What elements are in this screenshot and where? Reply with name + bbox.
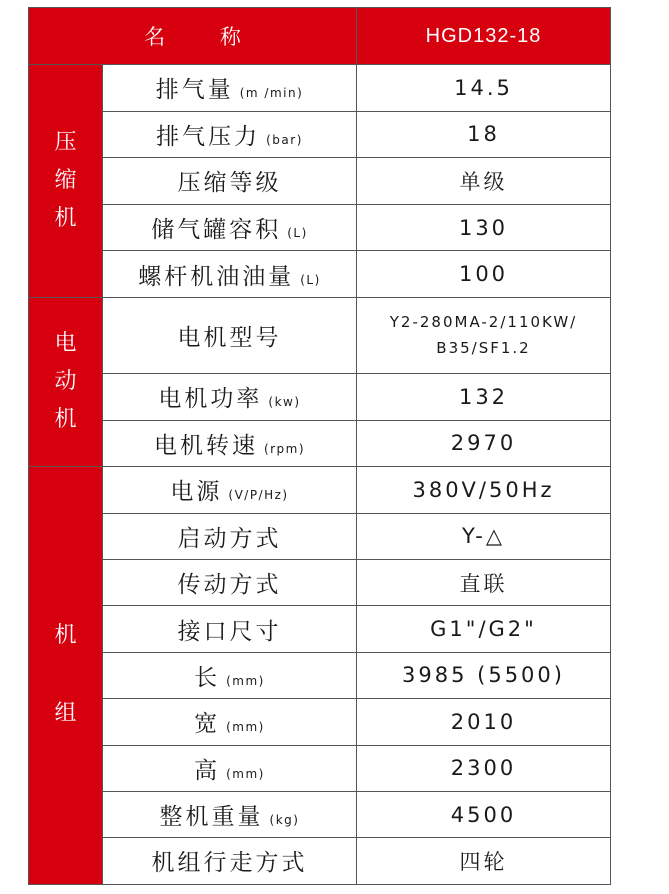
header-name: 名 称 — [29, 8, 357, 65]
row-value: 14.5 — [357, 65, 611, 112]
group-unit: 机 组 — [29, 467, 103, 885]
group-motor: 电 动 机 — [29, 297, 103, 466]
row-label: 传动方式 — [103, 559, 357, 605]
unit-label: (L) — [287, 226, 308, 241]
table-row — [29, 513, 611, 559]
group-compressor: 压 缩 机 — [29, 65, 103, 298]
row-value: 18 — [357, 111, 611, 158]
table-row — [29, 559, 611, 605]
table-row — [29, 158, 611, 205]
row-value: 100 — [357, 251, 611, 298]
row-value: Y2-280MA-2/110KW/ B35/SF1.2 — [357, 297, 611, 373]
row-label: 电机转速 (rpm) — [103, 420, 357, 467]
table-row — [29, 467, 611, 513]
row-value: 2010 — [357, 699, 611, 745]
row-label: 启动方式 — [103, 513, 357, 559]
table-row — [29, 373, 611, 420]
unit-label: (bar) — [266, 132, 303, 147]
row-value: G1"/G2" — [357, 606, 611, 652]
row-value: Y-△ — [357, 513, 611, 559]
row-value: 四轮 — [357, 838, 611, 884]
unit-label: (mm) — [226, 720, 265, 735]
table-row — [29, 297, 611, 373]
row-label: 排气压力 (bar) — [103, 111, 357, 158]
row-value: 单级 — [357, 158, 611, 205]
table-row — [29, 838, 611, 884]
table-row — [29, 420, 611, 467]
table-row — [29, 652, 611, 698]
row-label: 高 (mm) — [103, 745, 357, 791]
row-value: 3985 (5500) — [357, 652, 611, 698]
row-value: 380V/50Hz — [357, 467, 611, 513]
row-label: 电机功率 (kw) — [103, 373, 357, 420]
row-value: 130 — [357, 204, 611, 251]
row-value: 2970 — [357, 420, 611, 467]
header-model: HGD132-18 — [357, 8, 611, 65]
row-label: 压缩等级 — [103, 158, 357, 205]
unit-label: (rpm) — [263, 441, 306, 456]
row-label: 储气罐容积 (L) — [103, 204, 357, 251]
unit-label: (L) — [300, 272, 321, 287]
row-value: 直联 — [357, 559, 611, 605]
table-row — [29, 251, 611, 298]
unit-label: (mm) — [226, 766, 265, 781]
unit-label: (kw) — [268, 395, 301, 410]
row-label: 排气量 (m /min) — [103, 65, 357, 112]
row-label: 电机型号 — [103, 297, 357, 373]
row-label: 电源 (V/P/Hz) — [103, 467, 357, 513]
header-row — [29, 8, 611, 65]
table-row — [29, 65, 611, 112]
unit-label: (V/P/Hz) — [228, 488, 289, 503]
table-row — [29, 745, 611, 791]
row-label: 螺杆机油油量 (L) — [103, 251, 357, 298]
table-row — [29, 606, 611, 652]
table-row — [29, 204, 611, 251]
row-label: 机组行走方式 — [103, 838, 357, 884]
unit-label: (kg) — [269, 813, 300, 828]
unit-label: (mm) — [226, 673, 265, 688]
table-row — [29, 111, 611, 158]
row-value: 2300 — [357, 745, 611, 791]
row-value: 4500 — [357, 791, 611, 837]
row-label: 接口尺寸 — [103, 606, 357, 652]
table-row — [29, 791, 611, 837]
row-label: 整机重量 (kg) — [103, 791, 357, 837]
row-label: 宽 (mm) — [103, 699, 357, 745]
spec-table — [28, 7, 611, 885]
unit-label: (m /min) — [239, 86, 304, 101]
row-label: 长 (mm) — [103, 652, 357, 698]
row-value: 132 — [357, 373, 611, 420]
table-row — [29, 699, 611, 745]
